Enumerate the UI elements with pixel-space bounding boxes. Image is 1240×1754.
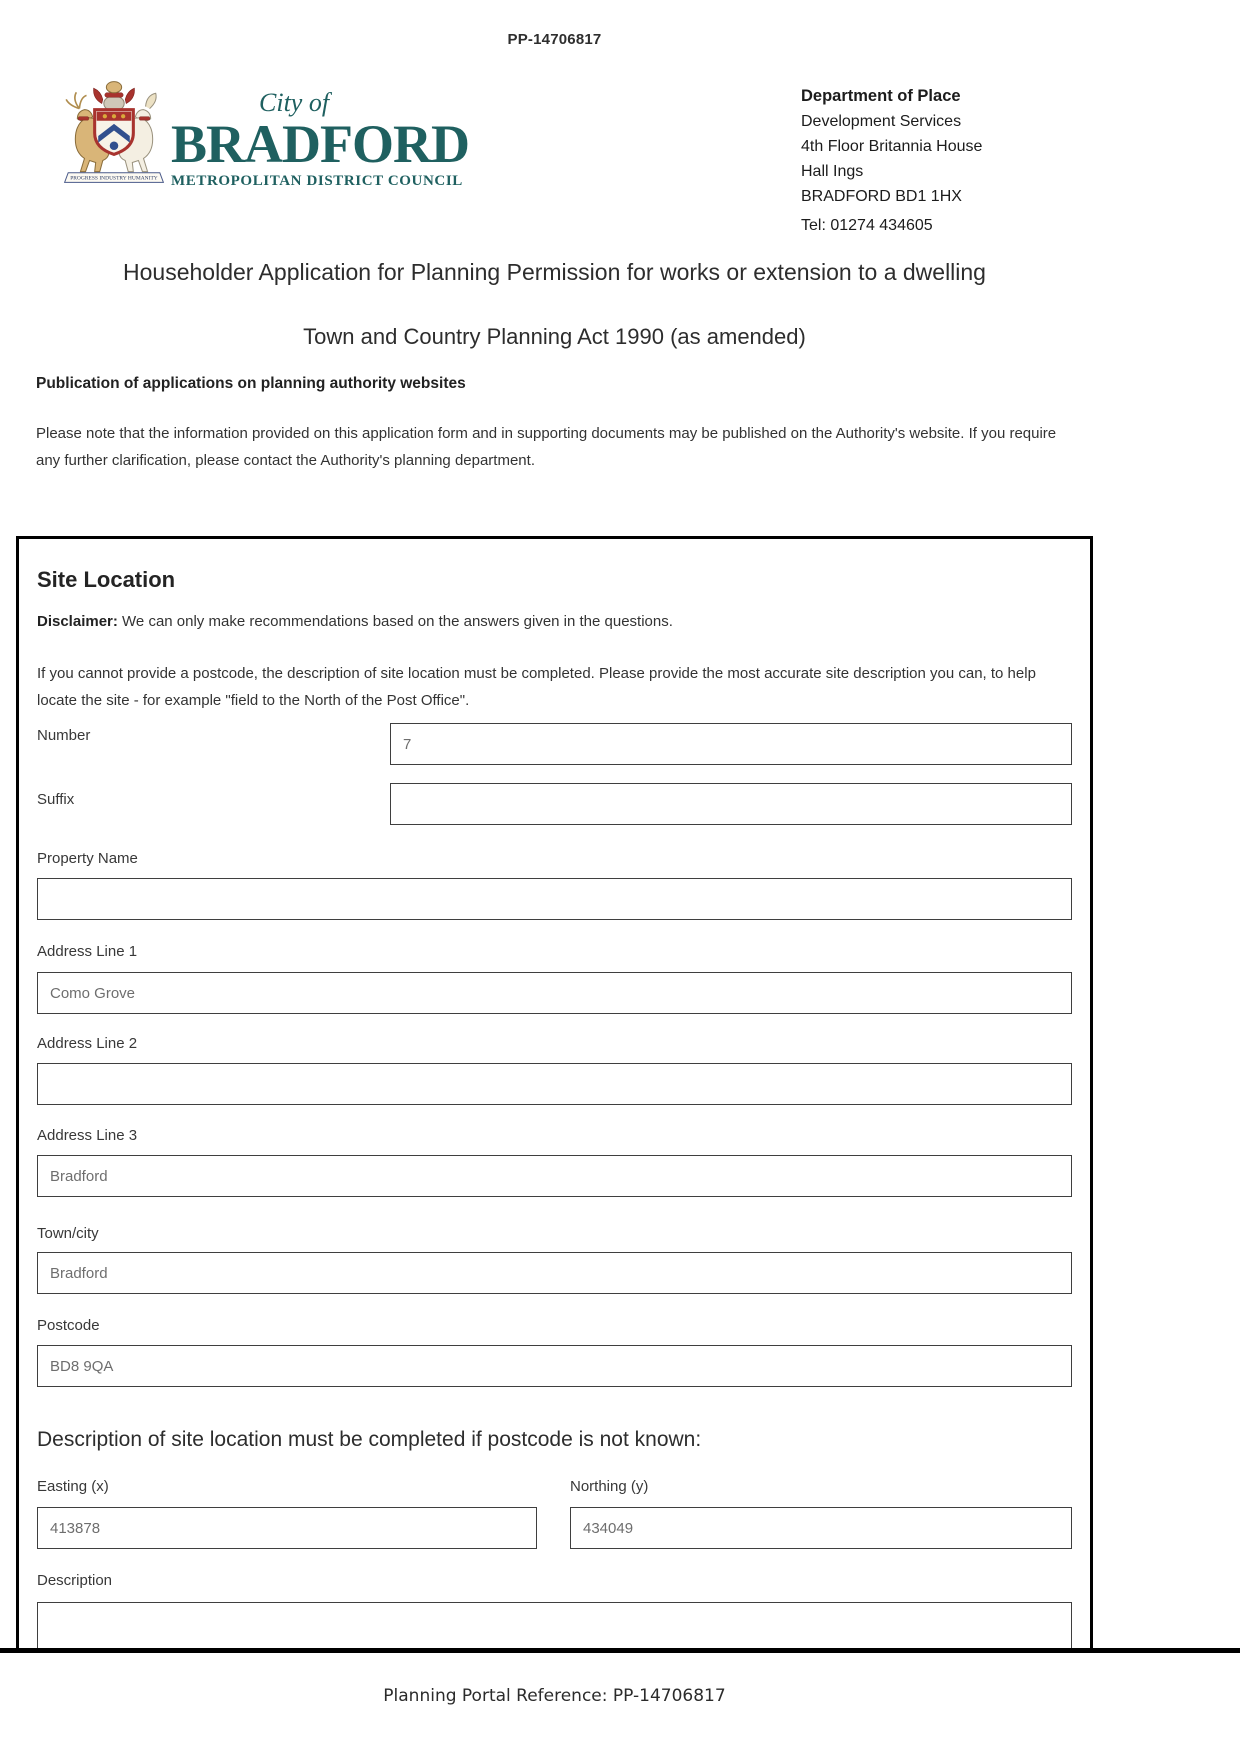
address-line-3-label: Address Line 3 — [37, 1127, 138, 1144]
disclaimer-label: Disclaimer: — [37, 613, 118, 630]
site-location-section — [16, 536, 1093, 1650]
property-name-input[interactable] — [37, 878, 1072, 920]
logo-city-of: City of — [259, 88, 330, 117]
department-address-block — [801, 84, 982, 238]
publication-heading: Publication of applications on planning authority websites — [36, 375, 466, 392]
council-logo — [63, 76, 469, 190]
description-input[interactable] — [37, 1602, 1072, 1650]
description-label: Description — [37, 1572, 113, 1589]
department-name: Department of Place — [801, 87, 961, 105]
planning-portal-reference-footer: Planning Portal Reference: PP-14706817 — [383, 1686, 726, 1706]
easting-input[interactable] — [37, 1507, 537, 1549]
number-label: Number — [37, 727, 91, 744]
address-line-2-label: Address Line 2 — [37, 1035, 138, 1052]
crest-motto: PROGRESS INDUSTRY HUMANITY — [70, 176, 159, 182]
department-line: Hall Ings — [801, 163, 864, 180]
postcode-note: If you cannot provide a postcode, the description of site location must be completed. Please provide the most accurate site description you can, to help locate the site - for example "field to the North of the Post Office". — [37, 665, 1036, 709]
postcode-input[interactable] — [37, 1345, 1072, 1387]
application-reference: PP-14706817 — [507, 31, 602, 48]
council-logotype — [171, 76, 469, 190]
town-city-input[interactable] — [37, 1252, 1072, 1294]
disclaimer-text: We can only make recommendations based on the answers given in the questions. — [117, 613, 673, 630]
address-line-1-label: Address Line 1 — [37, 943, 138, 960]
postcode-label: Postcode — [37, 1317, 100, 1334]
logo-bradford: BRADFORD — [171, 114, 469, 174]
address-line-2-input[interactable] — [37, 1063, 1072, 1105]
document-subtitle: Town and Country Planning Act 1990 (as amended) — [303, 324, 806, 349]
publication-paragraph: Please note that the information provided on this application form and in supporting documents may be published on the Authority's website. If you require any further clarification, please contact the Authority's planning department. — [36, 425, 1057, 469]
disclaimer-line — [37, 613, 673, 630]
department-telephone: Tel: 01274 434605 — [801, 217, 933, 234]
department-line: Development Services — [801, 113, 962, 130]
suffix-input[interactable] — [390, 783, 1072, 825]
site-location-heading: Site Location — [37, 567, 176, 592]
department-line: BRADFORD BD1 1HX — [801, 188, 962, 205]
document-title: Householder Application for Planning Permission for works or extension to a dwelling — [123, 259, 986, 285]
department-line: 4th Floor Britannia House — [801, 138, 983, 155]
address-line-1-input[interactable] — [37, 972, 1072, 1014]
description-section-heading: Description of site location must be completed if postcode is not known: — [37, 1428, 702, 1451]
suffix-label: Suffix — [37, 791, 75, 808]
page-bottom-rule — [0, 1648, 1240, 1653]
logo-metropolitan-district-council: METROPOLITAN DISTRICT COUNCIL — [171, 173, 463, 190]
northing-input[interactable] — [570, 1507, 1072, 1549]
address-line-3-input[interactable] — [37, 1155, 1072, 1197]
number-input[interactable] — [390, 723, 1072, 765]
town-city-label: Town/city — [37, 1225, 99, 1242]
bradford-coat-of-arms-icon — [63, 76, 165, 190]
property-name-label: Property Name — [37, 850, 138, 867]
northing-label: Northing (y) — [570, 1478, 649, 1495]
easting-label: Easting (x) — [37, 1478, 109, 1495]
